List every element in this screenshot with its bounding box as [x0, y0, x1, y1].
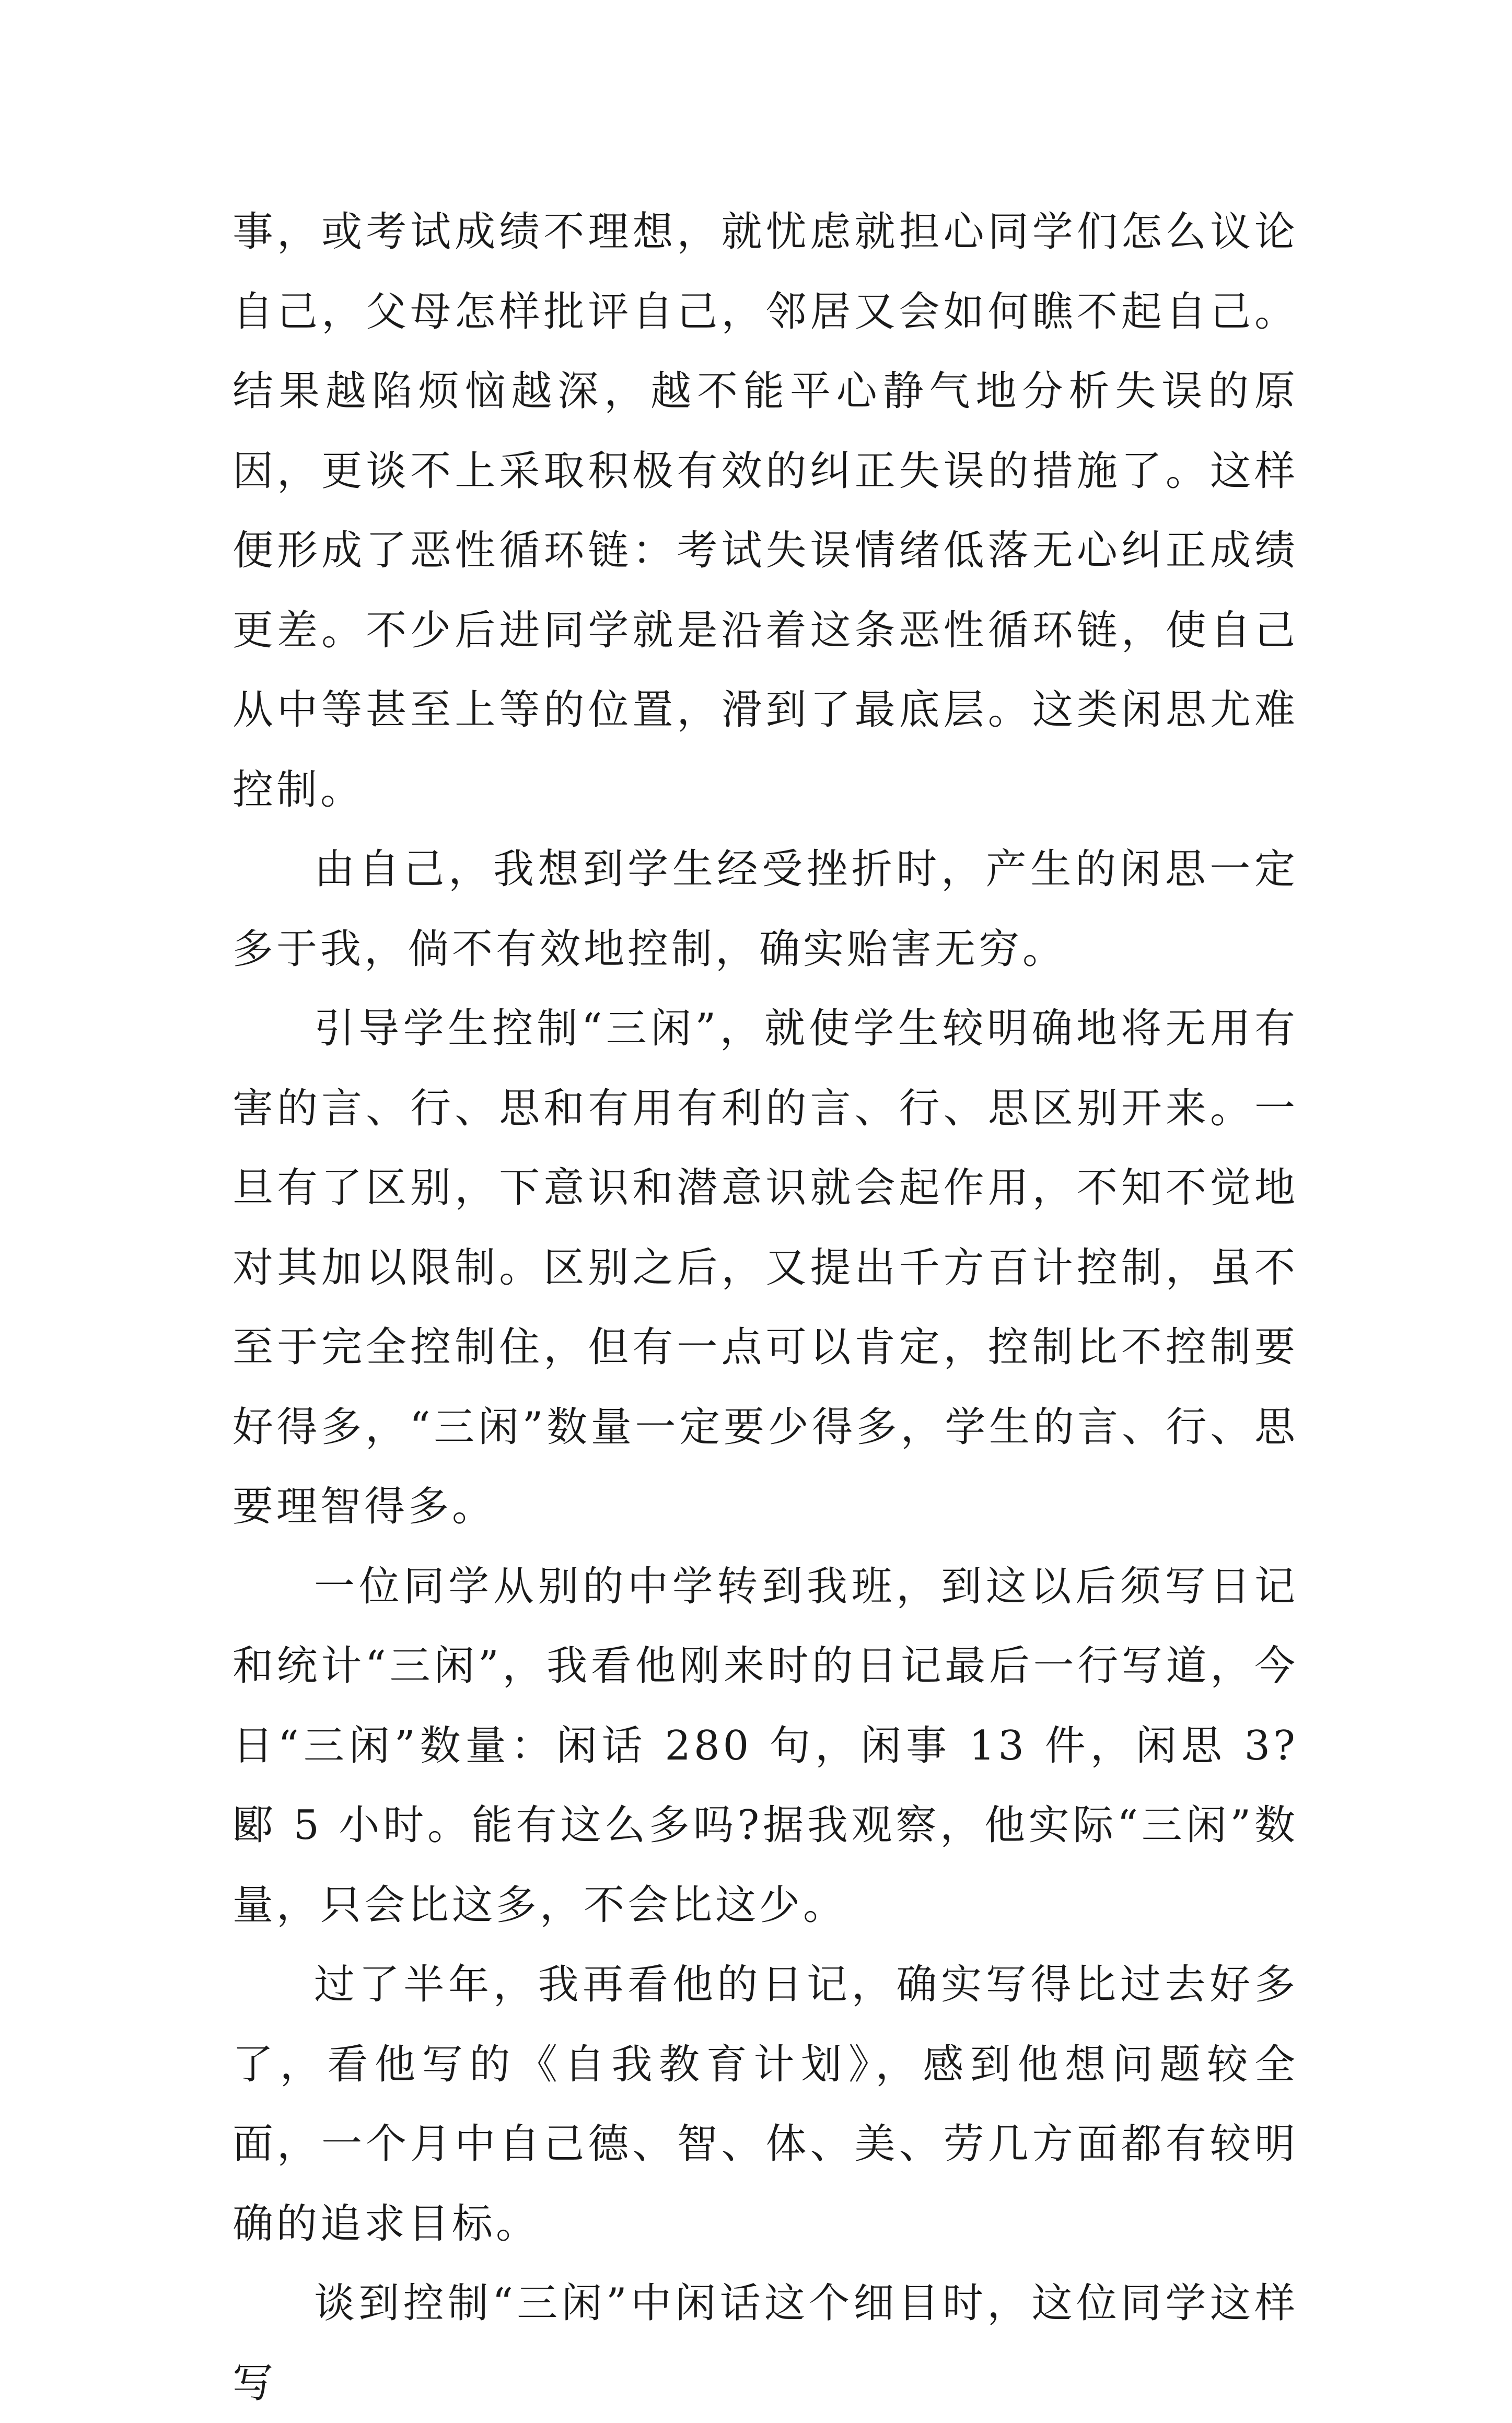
paragraph-1: 事，或考试成绩不理想，就忧虑就担心同学们怎么议论自己，父母怎样批评自己，邻居又会如何瞧不起自己。结果越陷烦恼越深，越不能平心静气地分析失误的原因，更谈不上采取积极有效的纠正失误的措施了。这样便形成了恶性循环链：考试失误情绪低落无心纠正成绩更差。不少后进同学就是沿着这条恶性循环链，使自己从中等甚至上等的位置，滑到了最底层。这类闲思尤难控制。	[232, 208, 1298, 813]
paragraph-3: 引导学生控制“三闲”，就使学生较明确地将无用有害的言、行、思和有用有利的言、行、思区别开来。一旦有了区别，下意识和潜意识就会起作用，不知不觉地对其加以限制。区别之后，又提出千方百计控制，虽不至于完全控制住，但有一点可以肯定，控制比不控制要好得多，“三闲”数量一定要少得多，学生的言、行、思要理智得多。	[232, 1005, 1298, 1530]
paragraph-5: 过了半年，我再看他的日记，确实写得比过去好多了，看他写的《自我教育计划》，感到他想问题较全面，一个月中自己德、智、体、美、劳几方面都有较明确的追求目标。	[232, 1961, 1298, 2247]
paragraph-4: 一位同学从别的中学转到我班，到这以后须写日记和统计“三闲”，我看他刚来时的日记最后一行写道，今日“三闲”数量：闲话 280 句，闲事 13 件，闲思 3?郾 5 小时。能有这么多吗?据我观察，他实际“三闲”数量，只会比这多，不会比这少。	[232, 1563, 1298, 1929]
paragraph-6: 谈到控制“三闲”中闲话这个细目时，这位同学这样写	[232, 2280, 1298, 2407]
document-body	[232, 192, 1298, 2423]
paragraph-2: 由自己，我想到学生经受挫折时，产生的闲思一定多于我，倘不有效地控制，确实贻害无穷。	[232, 846, 1298, 973]
